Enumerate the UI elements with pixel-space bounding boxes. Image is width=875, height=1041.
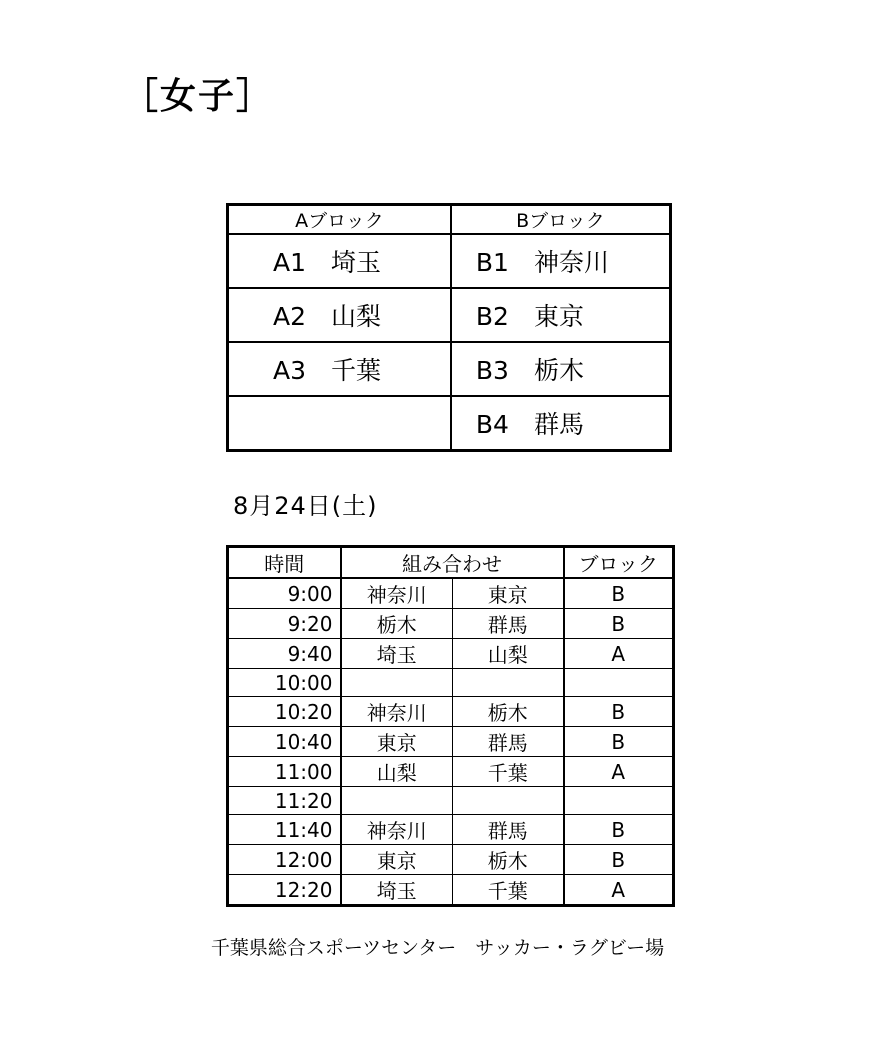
team2-cell: 千葉 [453,875,564,906]
team2-cell [453,787,564,815]
block-cell [564,669,674,697]
block-cell: A [564,875,674,906]
team2-cell: 栃木 [453,845,564,875]
team2-cell: 千葉 [453,757,564,787]
block-b-team: B1 神奈川 [451,234,671,288]
block-b-team: B4 群馬 [451,396,671,451]
time-cell: 9:00 [228,578,341,609]
schedule-row [228,697,674,727]
schedule-row [228,578,674,609]
schedule-header [228,547,674,579]
match-date: 8月24日(土) [233,492,378,520]
team1-cell: 神奈川 [341,578,453,609]
team2-cell: 群馬 [453,727,564,757]
team2-cell: 群馬 [453,609,564,639]
block-a-team: A2 山梨 [228,288,451,342]
schedule-row [228,639,674,669]
block-cell: B [564,815,674,845]
team1-cell: 東京 [341,845,453,875]
team1-cell [341,669,453,697]
block-b-team: B3 栃木 [451,342,671,396]
time-cell: 10:00 [228,669,341,697]
team1-cell: 埼玉 [341,639,453,669]
team1-cell: 神奈川 [341,815,453,845]
time-cell: 10:40 [228,727,341,757]
schedule-row [228,787,674,815]
team1-cell: 栃木 [341,609,453,639]
match-header: 組み合わせ [341,547,564,579]
block-cell [564,787,674,815]
block-table [226,203,672,452]
venue-name: 千葉県総合スポーツセンター サッカー・ラグビー場 [210,937,665,959]
schedule-table [226,545,675,907]
team2-cell [453,669,564,697]
time-cell: 11:40 [228,815,341,845]
schedule-row [228,669,674,697]
time-header: 時間 [228,547,341,579]
team1-cell: 山梨 [341,757,453,787]
team1-cell [341,787,453,815]
block-cell: A [564,639,674,669]
time-cell: 9:40 [228,639,341,669]
block-table-header [228,205,671,235]
schedule-row [228,609,674,639]
schedule-row [228,815,674,845]
time-cell: 12:00 [228,845,341,875]
block-b-header: Bブロック [451,205,671,235]
block-a-team [228,396,451,451]
block-row [228,234,671,288]
schedule-row [228,845,674,875]
team1-cell: 神奈川 [341,697,453,727]
block-cell: B [564,727,674,757]
schedule-row [228,875,674,906]
team2-cell: 山梨 [453,639,564,669]
block-cell: B [564,845,674,875]
block-b-team: B2 東京 [451,288,671,342]
block-header: ブロック [564,547,674,579]
block-a-team: A1 埼玉 [228,234,451,288]
block-cell: B [564,578,674,609]
time-cell: 11:20 [228,787,341,815]
team2-cell: 栃木 [453,697,564,727]
time-cell: 10:20 [228,697,341,727]
time-cell: 9:20 [228,609,341,639]
block-a-header: Aブロック [228,205,451,235]
team1-cell: 埼玉 [341,875,453,906]
schedule-row [228,757,674,787]
block-cell: A [564,757,674,787]
schedule-row [228,727,674,757]
team2-cell: 群馬 [453,815,564,845]
block-cell: B [564,697,674,727]
block-row [228,342,671,396]
team1-cell: 東京 [341,727,453,757]
time-cell: 12:20 [228,875,341,906]
page-title: ［女子］ [122,76,275,117]
block-cell: B [564,609,674,639]
time-cell: 11:00 [228,757,341,787]
team2-cell: 東京 [453,578,564,609]
block-row [228,396,671,451]
block-a-team: A3 千葉 [228,342,451,396]
block-row [228,288,671,342]
